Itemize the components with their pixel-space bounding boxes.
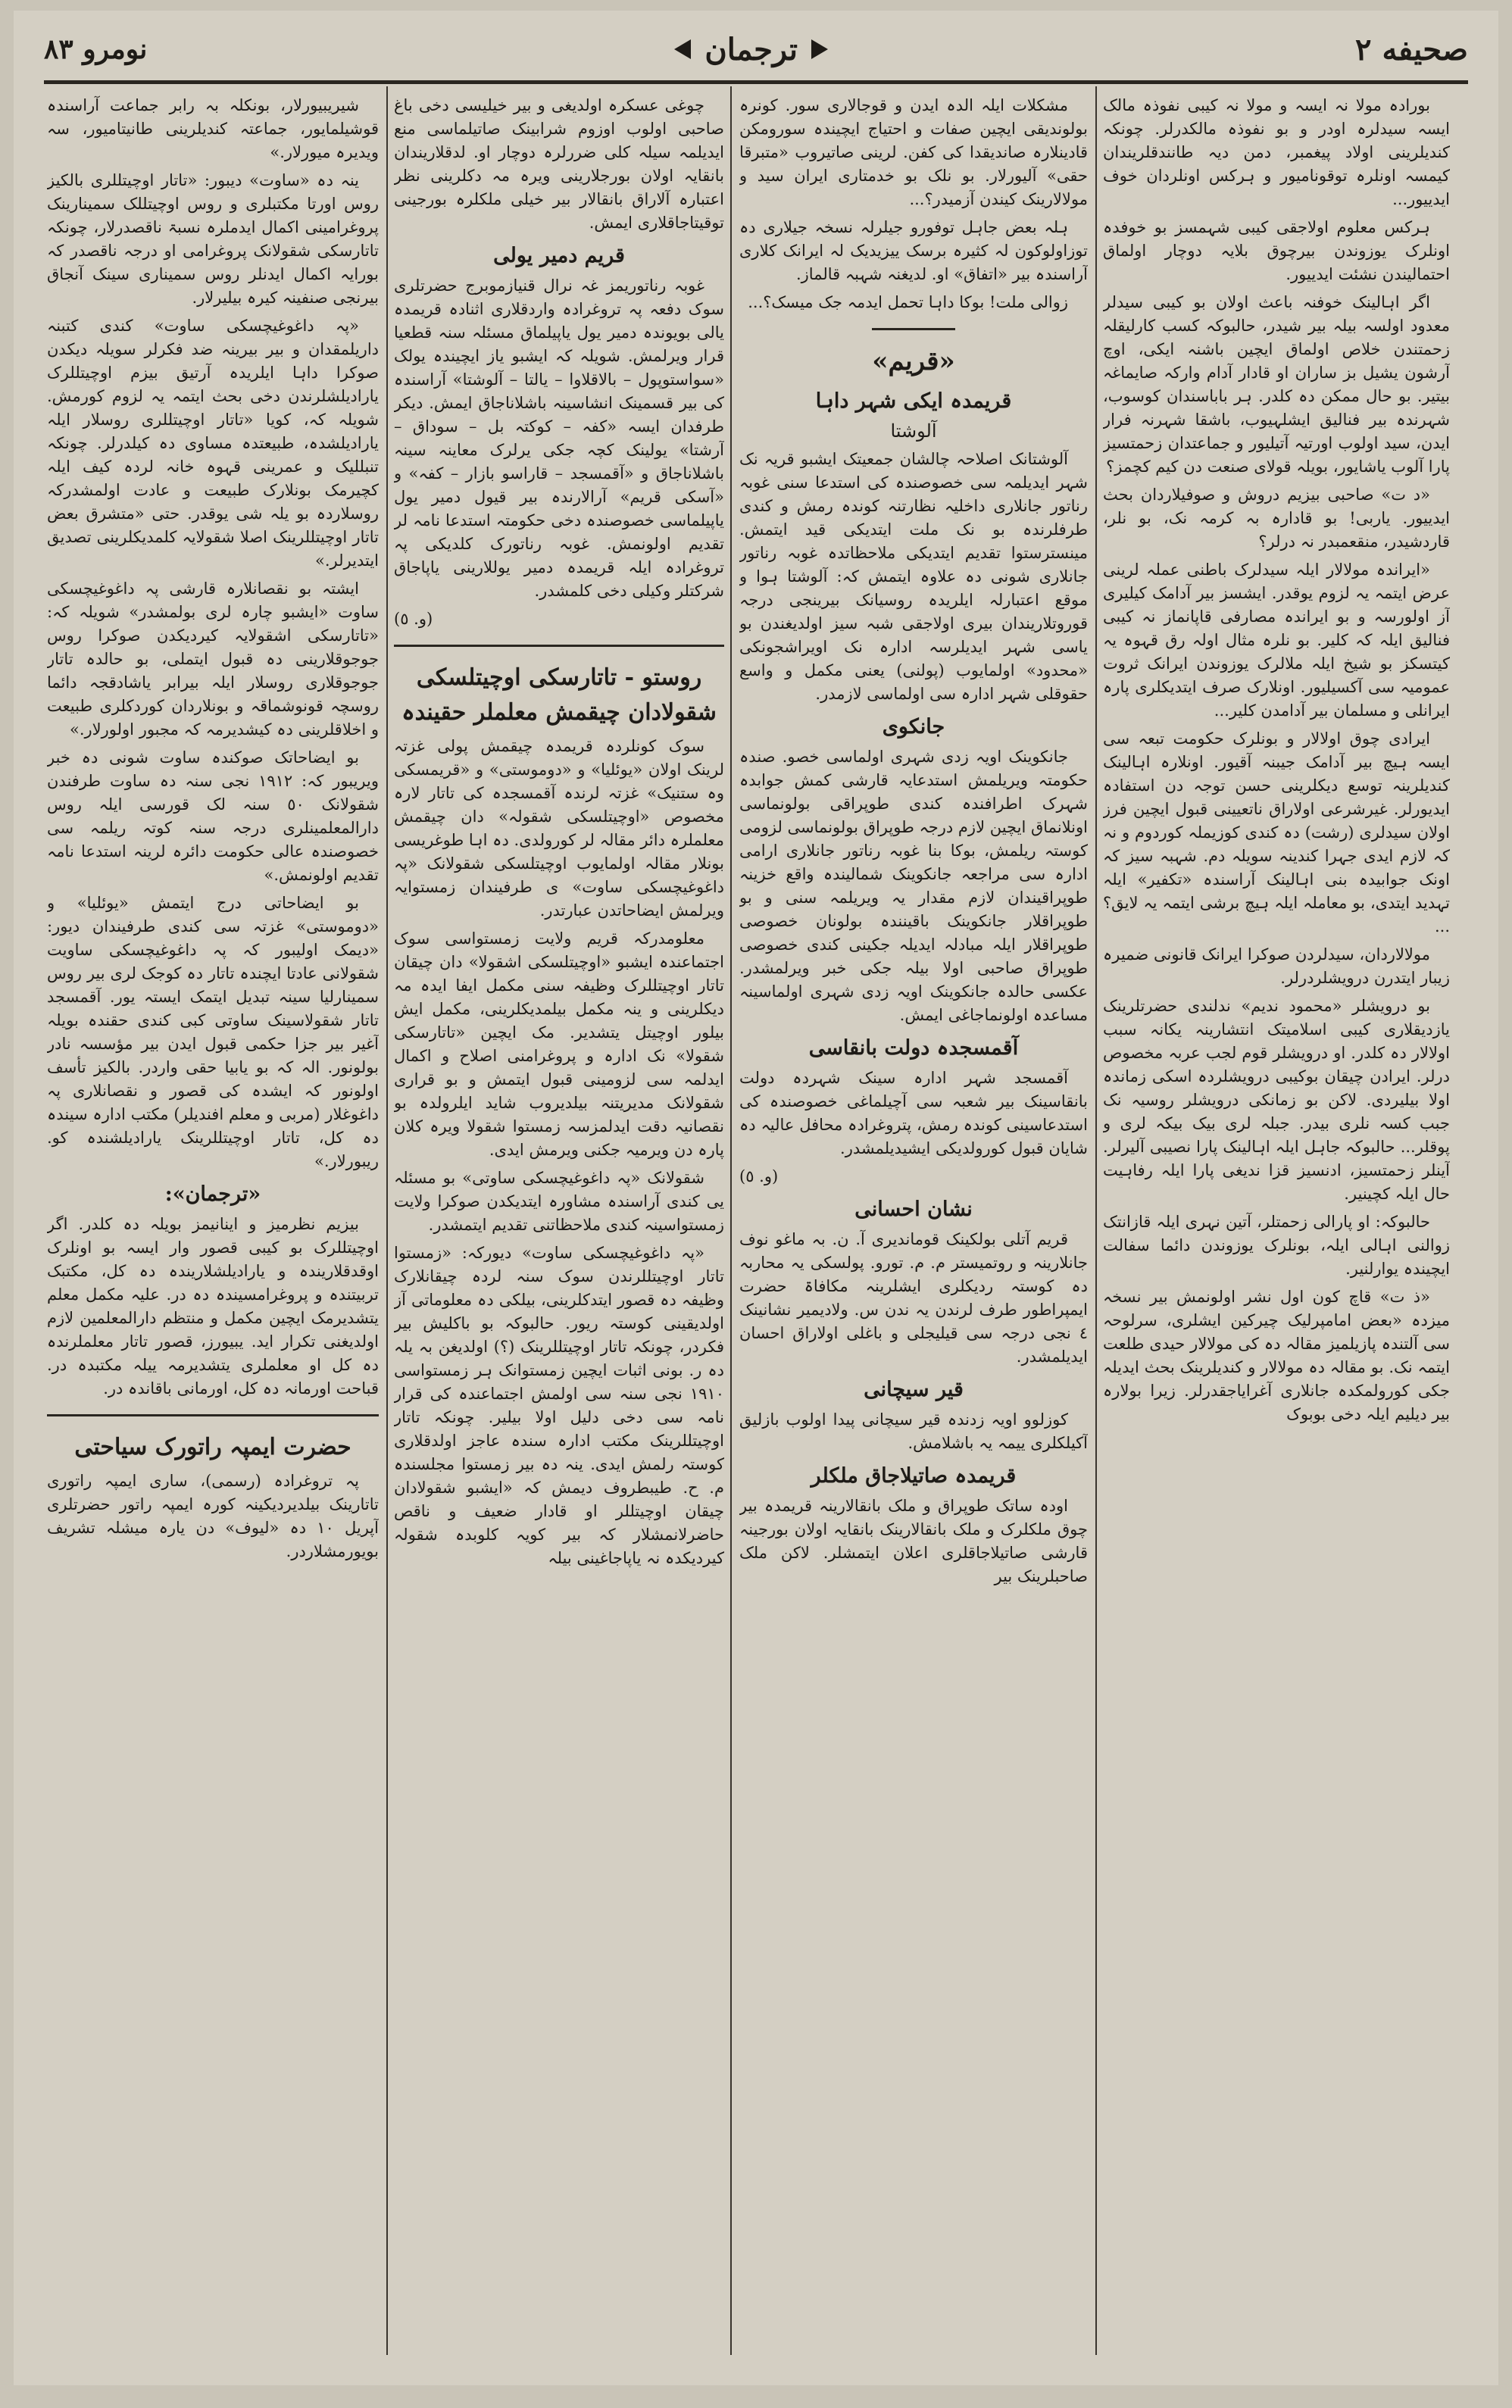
column-4 xyxy=(47,94,379,2347)
paragraph: معلومدرکہ قریم ولایت زمستواسی سوک اجتماعندہ ایشبو «اوچیتلسکی اشقولا» دان چیقان تاتار اوچیتللرک وظیفہ سنی مکمل ایفا ایدہ مہ دیکلرینی و ینہ مکمل بیلمدیکلرینی، مکمل ایش بیلور اوچیتل یتشدیر. مک ایچین «تاتارسکی شقولا» نک ادارہ و پروغرامنی اصلاح و اکمال ایدلمہ سی لزومینی قبول ایتمش و بو قراری شقولانک مدیریتنہ بیلدیروب شاید ایلرولدہ بو نقصانیہ دقت ایدلمزسہ زمستوا شقولا ویرہ کلان پارہ دن ویرمیہ جکنی ویرمش ایدی. xyxy=(394,929,724,1159)
paragraph: بورادہ مولا نہ ایسہ و مولا نہ کیبی نفوذہ مالک ایسہ سیدلرہ اودر و بو نفوذہ مالکدرلر. چونکہ کندیلرینی اولاد پیغمبر، دمن دیہ طانندقلریندان کیمسہ اونلرہ توقونامیور و ہرکس اونلردان خوف ایدییور... xyxy=(1103,96,1450,208)
crimea-section-title: «قریم» xyxy=(872,346,955,376)
medal-subheading: نشان احسانی xyxy=(854,1198,973,1221)
header-rule xyxy=(44,80,1468,84)
paragraph: «ذ ت» قاچ کون اول نشر اولونمش بیر نسخہ میزدہ «بعض امامپرلیک چیرکین ایشلری، سرلوحہ سی آلتندہ پازیلمیز مقالہ دہ کی مولالار حیدی طلعت ایتمہ نک. بو مقالہ دہ مولالار و کندیلرینک بحث ایدیلہ جکی کورولمکدہ جانلاری آغرایاجقدرلر. زیرا بولارہ بیر دیلیم ایلہ دخی بوبوک xyxy=(1103,1288,1450,1423)
estate-sale-subheading: قریمدہ صاتیلاجاق ملکلر xyxy=(811,1464,1017,1488)
article-headline: روستو - تاتارسکی اوچیتلسکی شقولادان چیقمش معلملر حقیندہ xyxy=(401,664,717,726)
column-3 xyxy=(394,94,724,2347)
emperor-travel-headline: حضرت ایمپہ راتورک سیاحتی xyxy=(74,1434,351,1460)
paragraph: بو درویشلر «محمود ندیم» ندلندی حضرتلرینک یازدیقلاری کیبی اسلامیتک انتشارینہ یکانہ سبب اولالار دہ کلدر. او درویشلر قوم لجب عربہ مخصوص درلر. ایرادن چیقان بوکیبی درویشلردہ اسکی زماندہ اولا بیلیردی. لاکن بو زمانکی درویشلر روسیہ نک جبب کسہ نلری بیدر. جبلہ لری بیک بیکہ لری و پوقلر... حالبوکہ جاہل ایلہ اہالینک پارا نصیبی آلیرلر. آینلر زحمتسیز، ادنسیز قزا ندیغی پارا ایلہ رفاہیت حال ایلہ کچینیر. xyxy=(1103,997,1450,1203)
paragraph: مشکلات ایلہ الدہ ایدن و قوجالاری سور. کونرہ بولوندیقی ایچین صفات و احتیاج ایچیندہ سورومکن قادینلارہ صاندیقدا کی کفن. لرینی صاتیروب «متبرقا حقی» آلیورلار. بو نلک بو خدمتاری ایران سید و مولالارینک کیندن آزمیدر؟... xyxy=(739,96,1088,208)
two-cities-headline: قریمدہ ایکی شہر داہا xyxy=(815,389,1012,413)
railway-subheading: قریم دمیر یولی xyxy=(493,244,625,267)
paragraph: قریم آتلی بولکینک قوماندیری آ. ن. بہ ماغو نوف جانلارینہ و روتمیستر م. م. تورو. پولسکی یہ محاربہ دہ کوستہ ردیکلری ایشلرینہ مکافاۃ حضرت ایمپراطور طرف لرندن یہ ندن س. ولادیمیر نشانینک ٤ نجی درجہ سی قیلیجلی و باغلی اولاراق احسان ایدیلمشدر. xyxy=(739,1230,1088,1366)
newspaper-page xyxy=(14,11,1498,2385)
paragraph: شیریبیورلار، بونکلہ بہ رابر جماعت آراسندہ قوشیلمایور، جماعتہ کندیلرینی طانیتامیور، سہ ویدیرہ میورلار.» xyxy=(47,96,379,161)
paragraph: بو ایضاحاتک صوکندہ ساوت شونی دہ خبر ویریبور کہ: ۱۹۱۲ نجی سنہ دہ ساوت طرفندن شقولانک ٥٠ سنہ لک قورسی ایلہ روس دارالمعلمینلری درجہ سنہ کوتہ ریلمہ سی خصوصندہ عالی حکومت دائرہ لرینہ استدعا نامہ تقدیم اولونمش.» xyxy=(47,748,379,884)
column-divider xyxy=(386,86,388,2355)
paragraph: ینہ دہ «ساوت» دیبور: «تاتار اوچیتللری بالکیز روس اورتا مکتبلری و روس اوچیتللک سمینارینک پروغرامینی اکمال ایدملرہ نسبۃ ناقصدرلار، چونکہ تاتارسکی شقولانک پروغرامی او درجہ ناقصدر کہ بورایہ اکمال ایدنلر روس سمیناری سینک آنجاق بیرنجی صنفینہ کیرہ بیلیرلار. xyxy=(47,171,379,307)
section-separator xyxy=(394,645,724,647)
paragraph: ایرادی چوق اولالار و بونلرک حکومت تبعہ سی ایسہ ہیچ بیر آدامک جیبنہ آقیور. اونلارہ اہالینک کندیلرینہ توسع دیکلرینی حسن توجہ دن استفادہ ایدیورلر. غیرشرعی اولاراق ناتعیینی قبول ایچین فرز اولان سیدلری (رشت) دہ کندی کوزیملہ کوردوم و نہ کہ لازم ایدی جہرا کندینہ سویلہ دم. شہبہ سیز کہ اونک جوابیدہ بنی اہالینک آراسندہ «تکفیر» ایلہ تہدید ایتدی، بو معاملہ ایلہ ہیچ برشی ایتمہ یہ لایق؟ ... xyxy=(1103,729,1450,935)
tercuman-comment-heading: «ترجمان»: xyxy=(164,1182,261,1206)
left-arrow-icon xyxy=(674,39,691,59)
right-arrow-icon xyxy=(811,39,828,59)
column-1 xyxy=(1103,94,1450,2347)
paragraph: ہلہ بعض جاہل توفورو جیلرلہ نسخہ جیلاری دہ توزاولوکون لہ کثیرہ برسک ییزیدیک لہ ایرانک کلاری آراسندہ بیر «اتفاق» او. لدیغنہ شہبہ قالماز. xyxy=(739,218,1088,283)
column-divider xyxy=(730,86,732,2355)
paragraph: آلوشتانک اصلاحہ چالشان جمعیتک ایشبو قریہ نک شہر ایدیلمہ سی خصوصندہ کی استدعا سنی غوبہ رناتور جانلاری داخلیہ نظارتنہ کوندہ رمش و کندی طرفلرندہ بو نک ملت ایتدیکی قید ایتمش. مینسترستوا تقدیم ایتدیکی ملاحظاتدہ غوبہ رناتور جانلاری شونی دہ علاوہ ایتمش کہ: آلوشتا ہوا و موقع اعتبارلہ ایلریدہ روسیانک بیرینجی درجہ قوروتلاریندان بیری اولاجقی شبہ سیز اولدیغندن بو یاسی شہر ایدیلرسہ ادارہ نک اویراشجونکی «محدود» اولمایوب (پولنی) یعنی مکمل و واسع حقوقلی شہر ادارہ سی اولماسی لازمدر. xyxy=(739,450,1088,703)
paragraph: ایشتہ بو نقصانلارہ قارشی پہ داغوغیچسکی ساوت «ایشبو چارہ لری بولمشدر» شویلہ کہ: «تاتارسکی اشقولایہ کیردیکدن صوکرا روس جوجوقلارینی دہ قبول ایتملی، بو حالدہ تاتار جوجوقلاری روسلار ایلہ بیرابر یاشادقجہ دائما روسچہ قونوشماقہ و بونلاردان کوردکلری طبیعت و اخلاقلرینی دہ کیشدیرمہ کہ مجبور اولورلار.» xyxy=(47,579,379,739)
rodents-subheading: قیر سیچانی xyxy=(864,1378,964,1401)
page-header xyxy=(44,21,1468,77)
paragraph: بو ایضاحاتی درج ایتمش «یوئلیا» و «دوموستی» غزتہ سی کندی طرفیندان دیور: «دیمک اولیبور کہ پہ داغوغیچسکی ساویت شقولانی عادتا ایچندہ تاتار دہ کوجک لری بیر روس سمینارلیا سینہ تبدیل ایتمک ایستہ یور. آقمسجد تاتار شقولاسینک ساوتی کبی کندی حقندہ بویلہ آغیر بیر جزا حکمی قبول ایدن بیر مؤسسہ نادر بولونور. الہ کہ بو یابیا حقی واردر. بالکیز تأسف اولونور کہ ایشدہ کی قصور و نقصانلاری پہ داغوغلار (مربی و معلم افندیلر) مکتب ادارہ سیندہ دہ کل، تاتار اوچیتللرینک یارادیلشندہ کو. ریبورلار.» xyxy=(47,894,379,1170)
paragraph: شقولانک «پہ داغوغیچسکی ساوتی» بو مسئلہ یی کندی آراسندہ مشاورہ ایتدیکدن صوکرا ولایت زمستواسینہ کندی ملاحظاتنی تقدیم ایتمشدر. xyxy=(394,1169,724,1234)
column-divider xyxy=(1095,86,1097,2355)
signature: (و. ٥) xyxy=(394,610,433,628)
paragraph: «پہ داغوغیچسکی ساوت» کندی کتبنہ داریلمقدان و بیر بیرینہ ضد فکرلر سویلہ دیکدن صوکرا داہا ایلریدہ آرتیق بیزم اوچیتللرک یارادیلشلرندن دخی بحث ایتمہ یہ لزوم کورمش. شویلہ کہ، کویا «تاتار اوچیتللری روسلار ایلہ یارادیلشدہ، طبیعتدہ مساوی دہ کیلدرلر. چونکہ تنبللیک و عمرینی قہوہ خانہ لردہ کیف ایلہ کچیرمک بونلارک طبیعت و عادت اولمشدرکہ روسلاردہ بو یلہ شی یوقدر. حتی «متشرق بعض تاتار اوچیتللرینک اصلا شقولایہ کلمدیکلرینی تصدیق ایتدیرلر.» xyxy=(47,317,379,570)
paragraph: جانکوینک اویہ زدی شہری اولماسی خصو. صندہ حکومتہ ویریلمش استدعایہ قارشی کمش جوابدہ شہرک اطرافندہ کندی طوپراقی بولونماسی اونلانماق ایچین لازم درجہ طوپراق بولونماسی لزومی کوستہ ریلمش، بوکا بنا غوبہ رناتور جانلاری ارامی ادارہ سی مراجعہ جانکوینک شمالیندہ واقع خزینہ طوپراقیندان لازم مقدار یہ ویریلمہ سنی و بو طوپراقلار جانکوینک باقینندہ بولونان خصوصی طوپراقلار ایلہ مبادلہ ایدیلہ جکینی کندی خصوصی طوپراق صاحبی اولا بیلہ جکی خبر ویرلمشدر. عکسی حالدہ جانکوینک اویہ زدی شہری اولماسینہ مساعدہ اولونماجاغی ایمش. xyxy=(739,748,1088,1024)
masthead xyxy=(674,32,828,67)
paragraph: چوغی عسکرہ اولدیغی و بیر خیلیسی دخی باغ صاحبی اولوب اوزوم شرابینک صاتیلماسی منع ایدیلمہ سیلہ کلی ضررلرہ دوچار او. لدقلاریندان بانقایہ اولان بورجلارینی ویرہ مہ دکلرینی نظر اعتبارہ آلاراق بانقالار بیر خیلی ملکلرہ بورجینی توقیتاجاقلاری ایمش. xyxy=(394,96,724,232)
section-separator xyxy=(872,328,955,330)
paragraph: حالبوکہ: او پارالی زحمتلر، آتین نہری ایلہ قازانتک زوالنی اہالی ایلہ، بونلرک یوزوندن دائما سفالت ایچیندہ یوارلنیر. xyxy=(1103,1213,1450,1278)
section-separator xyxy=(47,1414,379,1416)
paragraph: اگر اہالینک خوفنہ باعث اولان بو کیبی سیدلر معدود اولسہ بیلہ بیر شیدر، حالبوکہ کسب کارلیقلہ زحمتندن خلاص اولماق ایچین باشنہ ایکی، اوچ آرشون یشیل بز ساران او قادار آدام وارکہ صایماغہ بیتیر. بو حال ممکن دہ کلدر. ہر باباسندان کوسوب، شہرندہ بیر فنالیق ایشلہیوب، باشقا شہرنہ فرار ایدن، سید اولوب اورتیہ آتیلیور و جماعتدان زحمتسیز پارا آلوب یاشایور، بویلہ قولای صنعت دن کیم کچمز؟ xyxy=(1103,293,1450,476)
djankoy-subheading: جانکوی xyxy=(882,715,945,739)
paragraph: «ایراندہ مولالار ایلہ سیدلرک باطنی عملہ لرینی عرض ایتمہ یہ لزوم یوقدر. ایشسز بیر آدامک کیلیری آز اولورسہ و بو ایراندہ مصارفی قاپانماز نہ کیبی فنالیق ایلہ کہ کلیر. بو نلرہ مثال اولہ رق قہوہ یہ کیتسکز بو شیخ ایلہ ملالرک یوزوندن ایرانک ثروت عمومیہ سی آکسیلیور. اونلارک صرف ایتدیکلری پارہ ایرانلی و مسلمان بیر آدامدن کلیر... xyxy=(1103,561,1450,720)
paragraph: کوزلوو اویہ زدندہ قیر سیچانی پیدا اولوب بازلیق آکیلکلری ییمہ یہ باشلامش. xyxy=(739,1410,1088,1452)
paragraph: آقمسجد شہر ادارہ سینک شہردہ دولت بانقاسینک بیر شعبہ سی آچیلماغی خصوصندہ کی استدعاسینی کوندہ رمش، پتروغرادہ محافل عالیہ دہ شایان قبول کورولدیکی ایشیدیلمشدر. xyxy=(739,1069,1088,1157)
column-2 xyxy=(739,94,1088,2347)
paragraph: اودہ ساتک طوپراق و ملک بانقالارینہ قریمدہ بیر چوق ملکلرک و ملک بانقالارینک بانقایہ اولان بورجینہ قارشی صاتیلاجاقلری اعلان ایتمشلر. لاکن ملک صاحبلرینک بیر xyxy=(739,1497,1088,1585)
paragraph: پہ تروغرادہ (رسمی)، ساری ایمپہ راتوری تاتارینک بیلدیردیکینہ کورہ ایمپہ راتور حضرتلری آپریل ١٠ دہ «لیوف» دن یارہ میشلہ تشریف بویورمشلاردر. xyxy=(47,1472,379,1560)
newspaper-title: ترجمان xyxy=(704,31,798,67)
paragraph: «د ت» صاحبی بیزیم دروش و صوفیلاردان بحث ایدییور. یاربی! بو قادارہ بہ کرمہ نک، بو نلر، قاردشیدر، منقعمبدر نہ درلر؟ xyxy=(1103,486,1450,551)
paragraph: غوبہ رناتوریمز غہ نرال قنیازموبرج حضرتلری سوک دفعہ پہ تروغرادہ واردقلاری اثنادہ قریمدہ یالی بویوندہ دمیر یول یاپیلماق مسئلہ سنہ قطعیا قرار ویرلمش. شویلہ کہ ایشبو یاز ایچیندہ یولک «سواستوپول – بالاقلاوا – یالتا – آلوشتا» آراسندہ کی بیر قسمینک انشاسینہ باشلاناجاق ایمش. دیکر طرفدان ایسہ «کفہ – کوکتہ بل – سوداق – آرشتا» یولینک کچہ جکی یرلرک معاینہ سینہ باشلاناجاق و «آقمسجد – قاراسو بازار – کفہ» و «آسکی قریم» آرالارندہ بیر قیول دمیر یول یاپیلماسی خصوصندہ دخی حکومتہ استدعا نامہ لر تقدیم اولونمش. غوبہ رناتورک کلدیکی پہ تروغرادہ ایلہ قریمدہ دمیر یوللارینی یاپاجاق شرکتلر وکیلی دخی کلمشدر. xyxy=(394,276,724,600)
signature: (و. ٥) xyxy=(739,1167,779,1185)
paragraph: بیزیم نظرمیز و اینانیمز بویلہ دہ کلدر. اگر اوچیتللرک بو کیبی قصور وار ایسہ بو اونلرک اوقدقلاریندہ و یارادیلشلاریندہ دہ کل، مکتبک تربیتندہ و پروغرامسیندہ دہ در. علیہ مکمل معلم یتشدیرمک ایچین مکمل و منتظم دارالمعلمین لازم اولدیغنی تکرار اید. یبیورز، قصور تاتار معلملرندہ دہ کل او معلملری یتشدیرمہ ییلہ مکتبدہ در. قباحت اورمانہ دہ کل، اورمانی باقاندہ در. xyxy=(47,1215,379,1398)
alushta-subheading: آلوشتا xyxy=(890,420,937,442)
paragraph: ہرکس معلوم اولاجقی کیبی شہمسز بو خوفدہ اونلرک یوزوندن بیرچوق بلایہ دوچار اولماق احتمالیندن نشئت ایدییور. xyxy=(1103,218,1450,283)
issue-number-label: نومرو ۸۳ xyxy=(44,33,148,65)
paragraph: «پہ داغوغیچسکی ساوت» دیورکہ: «زمستوا تاتار اوچیتللرندن سوک سنہ لردہ چیقانلارک وظیفہ دہ قصور ایتدکلرینی، بیلکی دہ معلوماتی آز اولدیقینی کوستہ ریور. حالبوکہ بو باکلیش بیر فکردر، چونکہ تاتار اوچیتللرینک (؟) اولدیغن بہ یلہ دہ ر. بونی اثبات ایچین زمستوانک ہر زمستواسی ۱۹۱۰ نجی سنہ سی اولمش اجتماعندہ کی قرار نامہ سی دخی دلیل اولا بیلیر. چونکہ تاتار اوچیتللرینک مکتب ادارہ سندہ عاجز اولدقلاری کوستہ رلمش ایدی. ینہ دہ بیر زمستوا مجلسندہ م. ح. طیبطروف دیمش کہ «ایشبو شقولادان چیقان اوچیتللر او قادار ضعیف و ناقص حاضرلانمشلار کہ بیر کویہ کلوبدہ شقولہ کیردیکدہ نہ یاپاجاغینی بیلہ xyxy=(394,1244,724,1567)
page-number-label: صحیفه ۲ xyxy=(1355,31,1468,67)
akmesdjid-bank-subheading: آقمسجدہ دولت بانقاسی xyxy=(808,1036,1019,1060)
paragraph: مولالاردان، سیدلردن صوکرا ایرانک قانونی ضمیرہ زیبار ایتدرن درویشلردرلر. xyxy=(1103,945,1450,987)
paragraph: سوک کونلردہ قریمدہ چیقمش پولی غزتہ لرینک اولان «یوئلیا» و «دوموستی» و «قریمسکی وہ ستنیک» غزتہ لرندہ آقمسجدہ کی تاتار لارہ مخصوص «اوچیتلسکی شقولہ» دان چیقمش معلملرہ دائر مقالہ لر کورولدی. دہ اہا طوغریسی بونلار مقالہ اولمایوب اوچیتلسکی شقولانک «پہ داغوغیچسکی ساوت» ی طرفیندان زمستوایہ ویرلمش ایضاحاتدن عبارتدر. xyxy=(394,737,724,920)
paragraph: زوالی ملت! بوکا داہا تحمل ایدمہ جک میسک؟... xyxy=(748,293,1068,311)
